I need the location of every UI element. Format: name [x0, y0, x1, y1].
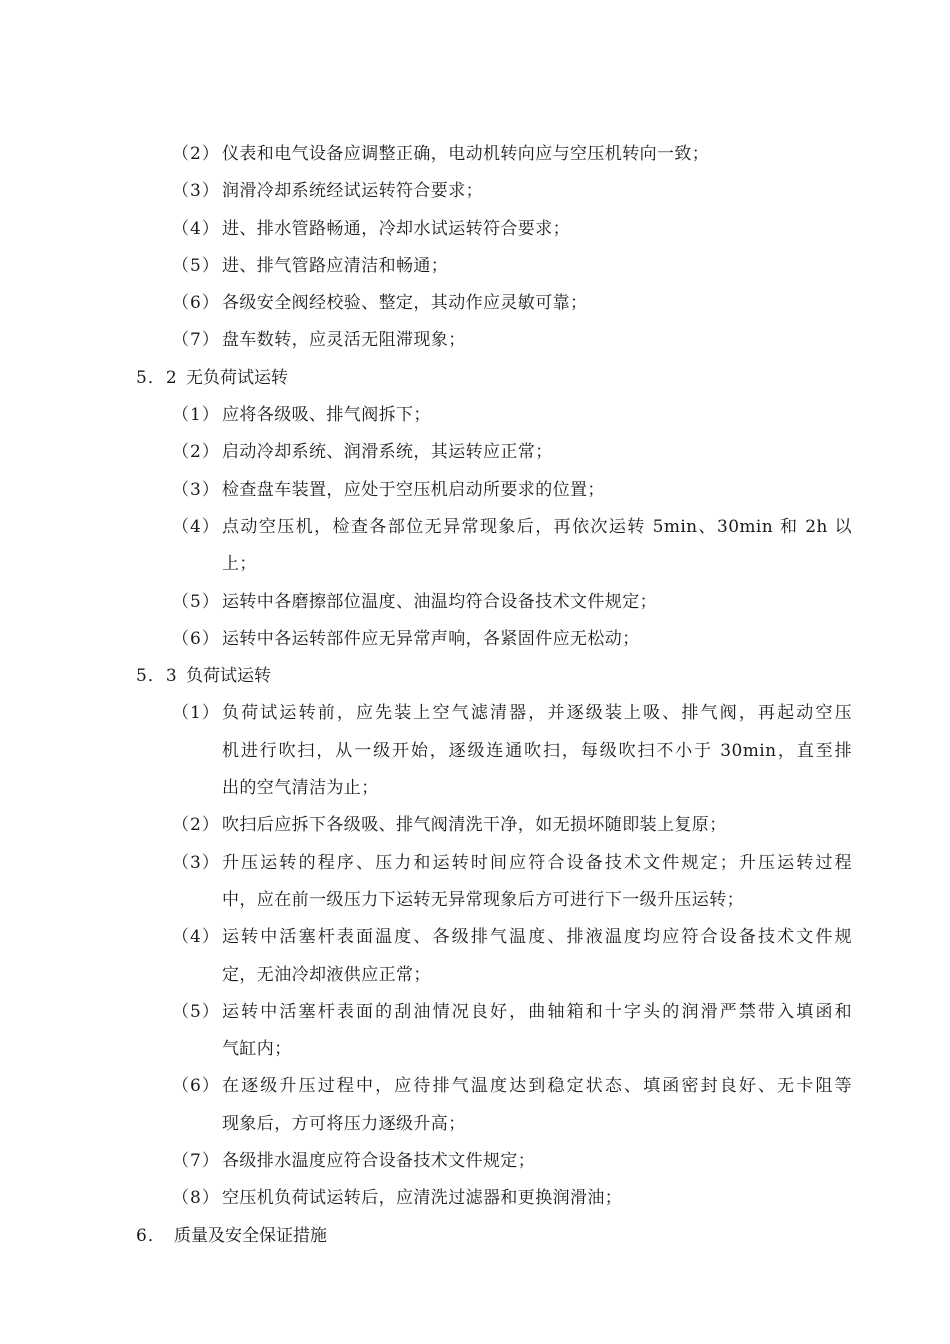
item-number: （5）	[172, 255, 220, 276]
item-text: 应将各级吸、排气阀拆下；	[222, 405, 431, 426]
item-text: 点动空压机，检查各部位无异常现象后，再依次运转 5min、30min 和 2h 以	[222, 516, 852, 537]
list-item	[0, 472, 950, 509]
list-item	[0, 322, 950, 359]
item-number: （6）	[172, 1076, 220, 1097]
item-text: 中，应在前一级压力下运转无异常现象后方可进行下一级升压运转；	[222, 889, 744, 910]
item-number: （8）	[172, 1188, 220, 1209]
list-item	[0, 994, 950, 1031]
item-text: 运转中各运转部件应无异常声响，各紧固件应无松动；	[222, 628, 640, 649]
list-item	[0, 1068, 950, 1105]
item-text: 启动冷却系统、润滑系统，其运转应正常；	[222, 442, 553, 463]
list-item	[0, 1180, 950, 1217]
item-text: 升压运转的程序、压力和运转时间应符合设备技术文件规定；升压运转过程	[222, 852, 852, 873]
list-item	[0, 807, 950, 844]
list-item	[0, 1143, 950, 1180]
item-text: 运转中各磨擦部位温度、油温均符合设备技术文件规定；	[222, 591, 657, 612]
document-page	[0, 136, 950, 1255]
item-text: 仪表和电气设备应调整正确，电动机转向应与空压机转向一致；	[222, 144, 710, 164]
item-text: 各级排水温度应符合设备技术文件规定；	[222, 1151, 536, 1172]
list-item	[0, 397, 950, 434]
item-number: （1）	[172, 405, 220, 426]
item-text: 各级安全阀经校验、整定，其动作应灵敏可靠；	[222, 293, 588, 314]
list-item	[0, 434, 950, 471]
section-heading-5-2	[0, 360, 950, 397]
item-number: （7）	[172, 330, 220, 351]
item-text: 气缸内；	[222, 1039, 292, 1060]
list-item-continuation	[0, 882, 950, 919]
item-text: 出的空气清洁为止；	[222, 778, 379, 799]
section-number: 6．	[136, 1225, 166, 1246]
list-item	[0, 211, 950, 248]
item-number: （4）	[172, 516, 220, 537]
item-number: （3）	[172, 181, 220, 202]
item-text: 运转中活塞杆表面的刮油情况良好，曲轴箱和十字头的润滑严禁带入填函和	[222, 1001, 852, 1022]
section-heading-5-3	[0, 658, 950, 695]
item-text: 上；	[222, 554, 257, 575]
list-item-continuation	[0, 957, 950, 994]
list-item	[0, 509, 950, 546]
list-item	[0, 845, 950, 882]
item-number: （1）	[172, 703, 220, 724]
section-heading-6	[0, 1218, 950, 1255]
item-text: 机进行吹扫，从一级开始，逐级连通吹扫，每级吹扫不小于 30min，直至排	[222, 740, 852, 761]
item-number: （7）	[172, 1151, 220, 1172]
item-text: 现象后，方可将压力逐级升高；	[222, 1113, 466, 1134]
item-number: （5）	[172, 591, 220, 612]
item-number: （2）	[172, 815, 220, 836]
list-item-continuation	[0, 1031, 950, 1068]
item-number: （6）	[172, 628, 220, 649]
item-text: 检查盘车装置，应处于空压机启动所要求的位置；	[222, 479, 605, 500]
item-number: （4）	[172, 218, 220, 239]
item-text: 运转中活塞杆表面温度、各级排气温度、排液温度均应符合设备技术文件规	[222, 927, 852, 948]
section-number: 5．3	[136, 666, 178, 687]
item-text: 进、排气管路应清洁和畅通；	[222, 255, 449, 276]
item-text: 润滑冷却系统经试运转符合要求；	[222, 181, 483, 202]
section-title: 无负荷试运转	[186, 367, 288, 388]
list-item	[0, 584, 950, 621]
item-number: （4）	[172, 927, 220, 948]
item-text: 盘车数转，应灵活无阻滞现象；	[222, 330, 466, 351]
list-item-continuation	[0, 733, 950, 770]
list-item	[0, 621, 950, 658]
item-number: （2）	[172, 144, 220, 164]
item-number: （6）	[172, 293, 220, 314]
list-item-continuation	[0, 546, 950, 583]
list-item	[0, 173, 950, 210]
section-number: 5．2	[136, 367, 178, 388]
item-text: 负荷试运转前，应先装上空气滤清器，并逐级装上吸、排气阀，再起动空压	[222, 703, 852, 724]
item-number: （3）	[172, 479, 220, 500]
item-text: 定，无油冷却液供应正常；	[222, 964, 431, 985]
list-item	[0, 695, 950, 732]
item-number: （2）	[172, 442, 220, 463]
item-number: （3）	[172, 852, 220, 873]
list-item	[0, 285, 950, 322]
list-item-continuation	[0, 1106, 950, 1143]
section-title: 负荷试运转	[186, 666, 271, 687]
item-text: 空压机负荷试运转后，应清洗过滤器和更换润滑油；	[222, 1188, 623, 1209]
list-item-continuation	[0, 770, 950, 807]
list-item	[0, 919, 950, 956]
item-text: 进、排水管路畅通，冷却水试运转符合要求；	[222, 218, 570, 239]
item-number: （5）	[172, 1001, 220, 1022]
item-text: 吹扫后应拆下各级吸、排气阀清洗干净，如无损坏随即装上复原；	[222, 815, 727, 836]
list-item	[0, 136, 950, 173]
section-title: 质量及安全保证措施	[174, 1225, 327, 1246]
list-item	[0, 248, 950, 285]
item-text: 在逐级升压过程中，应待排气温度达到稳定状态、填函密封良好、无卡阻等	[222, 1076, 852, 1097]
